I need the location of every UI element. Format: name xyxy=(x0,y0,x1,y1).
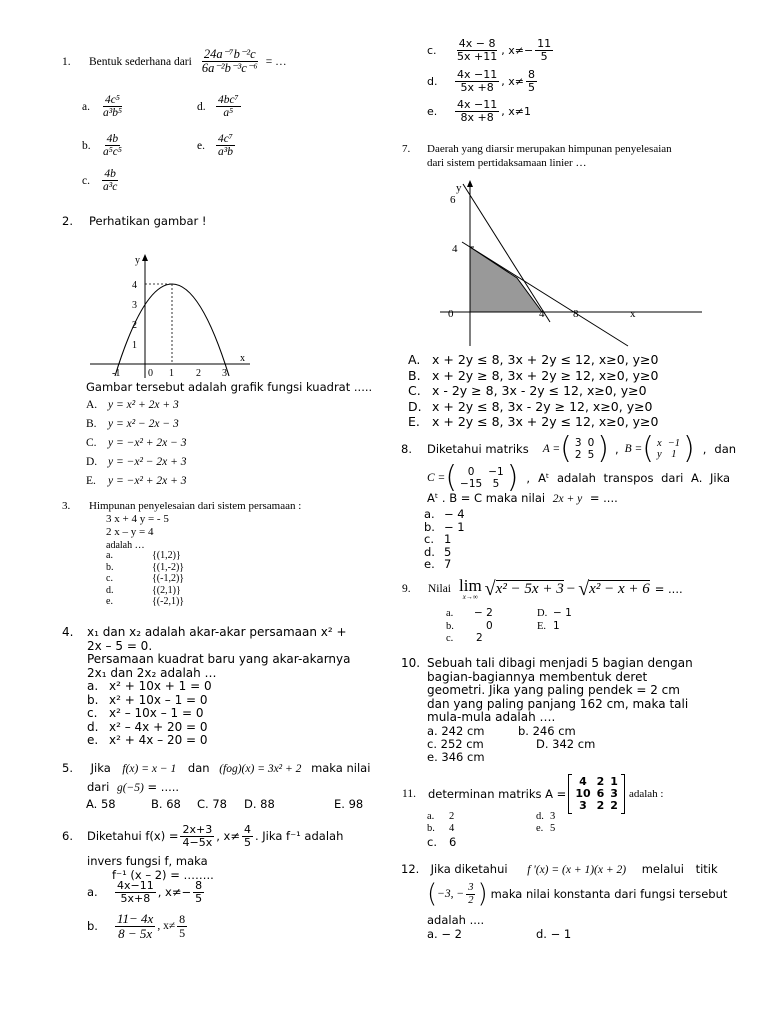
right-column xyxy=(384,0,768,1024)
q2-option-d[interactable]: D. y = −x² − 2x + 3 xyxy=(86,456,187,468)
q11-option-b[interactable]: b. 4 xyxy=(427,823,455,834)
q4-stem: 4. x₁ dan x₂ adalah akar-akar persamaan x² + 2x – 5 = 0. Persamaan kuadrat baru yang akar-akarnya 2x₁ dan 2x₂ adalah … xyxy=(62,625,351,680)
q11-option-a[interactable]: a. 2 xyxy=(427,811,455,822)
q1-option-b[interactable]: b. $\frac{4b}{\text{a⁵c⁵}}$ xyxy=(82,133,122,159)
q4-option-c[interactable]: c. x² – 10x – 1 = 0 xyxy=(87,706,204,720)
q7-option-c[interactable]: C. x - 2y ≥ 8, 3x - 2y ≤ 12, x≥0, y≥0 xyxy=(408,383,647,398)
q8-option-c[interactable]: c. 1 xyxy=(424,532,452,547)
q3-option-e[interactable]: e. {(-2,1)} xyxy=(106,596,185,607)
q5-option-c[interactable]: C. 78 xyxy=(197,797,227,811)
q6-option-c[interactable]: c. $\frac{4x - 8}{5x +11}$ , x≠− $\frac{11}{5}$ xyxy=(427,37,552,63)
q2-option-b[interactable]: B. y = x² − 2x − 3 xyxy=(86,418,179,430)
q9-option-c[interactable]: c. 2 xyxy=(446,632,483,644)
q2-option-c[interactable]: C. y = −x² + 2x − 3 xyxy=(86,437,187,449)
q3-eq1: 3 x + 4 y = - 5 xyxy=(106,513,169,525)
q6-line3: f⁻¹ (x – 2) = …….. xyxy=(112,868,214,882)
q5-option-b[interactable]: B. 68 xyxy=(151,797,181,811)
q2-caption: Gambar tersebut adalah grafik fungsi kuadrat ..... xyxy=(86,380,373,394)
q6-option-e[interactable]: e. $\frac{4x -11}{8x +8}$ , x≠1 xyxy=(427,98,531,124)
q9-option-d[interactable]: D. − 1 xyxy=(537,607,572,619)
q6-option-b[interactable]: b. $\frac{11- 4x}{8 - 5x}$ , x≠ $\frac{8}{5}$ xyxy=(87,911,186,941)
q7-options xyxy=(408,352,658,430)
q10-option-d[interactable]: D. 342 cm xyxy=(536,737,596,751)
q11-option-d[interactable]: d. 3 xyxy=(536,811,556,822)
q9-option-b[interactable]: b. 0 xyxy=(446,620,493,632)
x-tick-3: 3 xyxy=(222,368,227,379)
q3-option-c[interactable]: c. {(-1,2)} xyxy=(106,573,185,584)
q4-option-b[interactable]: b. x² + 10x – 1 = 0 xyxy=(87,692,208,707)
q4-option-e[interactable]: e. x² + 4x – 20 = 0 xyxy=(87,733,208,747)
x-axis-label: x xyxy=(630,308,636,320)
q6-stem: 6. Diketahui f(x) = $\frac{2x+3}{4-5x}$ , x≠ $\frac{4}{5}$ . Jika f⁻¹ adalah xyxy=(62,823,344,849)
q12-line3: adalah .... xyxy=(427,913,485,927)
q6-option-d[interactable]: d. $\frac{4x -11}{5x +8}$ , x≠ $\frac{8}{5}$ xyxy=(427,68,535,94)
q5-line2: dari g(−5) = ..... xyxy=(87,780,180,794)
q3-option-a[interactable]: a. {(1,2)} xyxy=(106,550,181,561)
q3-stem: 3. Himpunan penyelesaian dari sistem persamaan : xyxy=(62,500,302,512)
q7-stem: 7. Daerah yang diarsir merupakan himpunan penyelesaian dari sistem pertidaksamaan linier … xyxy=(402,143,672,169)
y-tick-1: 1 xyxy=(132,340,137,351)
q7-option-e[interactable]: E. x + 2y ≤ 8, 3x + 2y ≤ 12, x≥0, y≥0 xyxy=(408,414,659,429)
q10-option-e[interactable]: e. 346 cm xyxy=(427,750,485,764)
q8-options xyxy=(424,508,465,571)
q8-option-b[interactable]: b. − 1 xyxy=(424,519,465,534)
q5-stem: 5. Jika f(x) = x − 1 dan (fog)(x) = 3x² + 2 maka nilai xyxy=(62,761,371,775)
q1-option-d[interactable]: d. $\frac{\text{4bc⁷}}{\text{a⁵}}$ xyxy=(197,94,239,120)
q8-option-d[interactable]: d. 5 xyxy=(424,544,452,559)
q2-option-a[interactable]: A. y = x² + 2x + 3 xyxy=(86,399,179,411)
q12-option-a[interactable]: a. − 2 xyxy=(427,927,462,941)
y-tick-3: 3 xyxy=(132,300,137,311)
matrix-a-3x3: 4 2 1 10 6 3 3 2 2 xyxy=(568,774,625,814)
q10-option-b[interactable]: b. 246 cm xyxy=(518,724,576,738)
q9-option-a[interactable]: a. − 2 xyxy=(446,607,493,619)
q1-option-c[interactable]: c. $\frac{4b}{\text{a³c}}$ xyxy=(82,168,118,194)
x-tick-4: 4 xyxy=(539,308,545,320)
q7-option-a[interactable]: A. x + 2y ≤ 8, 3x + 2y ≤ 12, x≥0, y≥0 xyxy=(408,352,659,367)
q5-option-e[interactable]: E. 98 xyxy=(334,797,364,811)
q1-stem: 1. Bentuk sederhana dari $\frac{\text{24a⁻⁷b⁻²c}}{\text{6a⁻²b⁻³c⁻⁶}}$ = … xyxy=(62,47,287,76)
x-tick-neg1: -1 xyxy=(112,368,121,379)
q7-option-b[interactable]: B. x + 2y ≥ 8, 3x + 2y ≥ 12, x≥0, y≥0 xyxy=(408,367,659,383)
point-coordinate: ( −3, − $\frac{3}{2}$ ) xyxy=(427,879,488,909)
y-tick-6: 6 xyxy=(450,194,456,206)
x-tick-2: 2 xyxy=(196,368,201,379)
q9-stem: 9. Nilai lim x→∞ √ x² − 5x + 3 − √ x² − x + 6 = .... xyxy=(402,576,683,601)
q2-parabola-graph xyxy=(90,252,260,380)
q6-option-a[interactable]: a. $\frac{4x-11}{5x+8}$ , x≠− $\frac{8}{5}$ xyxy=(87,879,203,905)
q3-option-b[interactable]: b. {(1,-2)} xyxy=(106,561,185,573)
q11-stem: 11. determinan matriks A = 4 2 1 10 6 3 3 2 2 adalah : xyxy=(402,775,664,812)
matrix-c: ( 0 −1 −15 5 ) xyxy=(445,460,519,495)
q5-option-a[interactable]: A. 58 xyxy=(86,797,116,811)
q12-stem: 12. Jika diketahui f '(x) = (x + 1)(x + 2) melalui titik xyxy=(401,862,718,876)
matrix-b: ( x −1 y 1 ) xyxy=(642,431,695,466)
q7-option-d[interactable]: D. x + 2y ≤ 8, 3x - 2y ≥ 12, x≥0, y≥0 xyxy=(408,398,653,414)
q6-line2: invers fungsi f, maka xyxy=(87,854,208,868)
q3-eq2: 2 x – y = 4 xyxy=(106,526,154,538)
shaded-region xyxy=(470,247,542,312)
q2-option-e[interactable]: E. y = −x² + 2x + 3 xyxy=(86,475,187,487)
q1-option-a[interactable]: a. $\frac{\text{4c⁵}}{\text{a³b⁵}}$ xyxy=(82,94,122,120)
y-axis-label: y xyxy=(456,182,462,194)
q8-option-a[interactable]: a. − 4 xyxy=(424,507,465,521)
x-axis-label: x xyxy=(240,353,245,364)
q1-option-e[interactable]: e. $\frac{\text{4c⁷}}{\text{a³b}}$ xyxy=(197,133,233,159)
x-tick-0: 0 xyxy=(148,368,153,379)
q3-option-d[interactable]: d. {(2,1)} xyxy=(106,584,181,596)
q11-option-c[interactable]: c. 6 xyxy=(427,835,457,849)
q10-option-c[interactable]: c. 252 cm xyxy=(427,737,484,751)
q5-option-d[interactable]: D. 88 xyxy=(244,797,275,811)
x-tick-8: 8 xyxy=(573,308,579,320)
q4-options xyxy=(87,680,212,748)
origin-label: 0 xyxy=(448,308,454,320)
q3-equations xyxy=(106,513,169,552)
y-tick-4: 4 xyxy=(132,280,137,291)
y-tick-4: 4 xyxy=(452,243,458,255)
q12-line2: ( −3, − $\frac{3}{2}$ ) maka nilai konstanta dari fungsi tersebut xyxy=(427,879,728,909)
x-tick-1: 1 xyxy=(169,368,174,379)
matrix-a: ( 3 0 2 5 ) xyxy=(560,431,609,466)
y-axis-label: y xyxy=(135,255,140,266)
q2-options xyxy=(86,396,187,491)
y-tick-2: 2 xyxy=(132,320,137,331)
q12-option-d[interactable]: d. − 1 xyxy=(536,927,572,941)
q9-option-e[interactable]: E. 1 xyxy=(537,620,560,632)
q2-stem: 2. Perhatikan gambar ! xyxy=(62,214,207,228)
q8-stem: 8. Diketahui matriks A = ( 3 0 2 5 ) , B = ( x −1 y 1 ) , dan xyxy=(401,431,737,466)
q8-line2: C = ( 0 −1 −15 5 ) , Aᵗ adalah transpos dari A. Jika xyxy=(427,460,731,495)
q10-stem: 10. Sebuah tali dibagi menjadi 5 bagian dengan bagian-bagiannya membentuk deret geometri. Jika yang paling pendek = 2 cm dan yang paling panjang 162 cm, maka tali mula-mula adalah …. xyxy=(401,656,693,725)
q3-options xyxy=(106,550,184,608)
q3-adalah: adalah … xyxy=(106,540,145,551)
q8-option-e[interactable]: e. 7 xyxy=(424,557,452,572)
q4-option-a[interactable]: a. x² + 10x + 1 = 0 xyxy=(87,679,212,693)
q4-option-d[interactable]: d. x² – 4x + 20 = 0 xyxy=(87,719,208,734)
q10-option-a[interactable]: a. 242 cm xyxy=(427,724,485,738)
q8-line3: Aᵗ . B = C maka nilai 2x + y = .... xyxy=(427,491,618,505)
q7-region-graph xyxy=(440,180,710,348)
q11-option-e[interactable]: e. 5 xyxy=(536,823,556,834)
